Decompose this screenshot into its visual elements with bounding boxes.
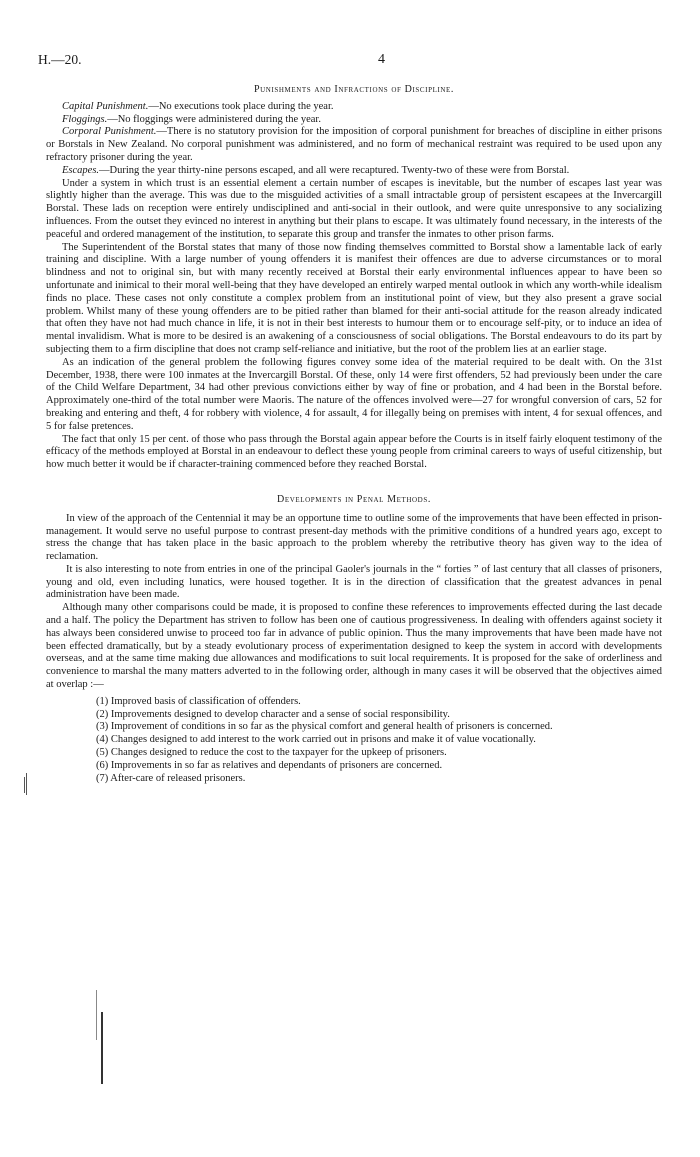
paragraph-efficacy: The fact that only 15 per cent. of those who pass through the Borstal again appear before the Courts is in itself fairly eloquent testimony of the efficacy of the methods employed at Borstal in an endeavour to deflect these young people from criminal careers to ways of useful citizenship, but how much better it would be if character-training commenced before they reached Borstal.: [46, 433, 662, 471]
page-number: 4: [378, 52, 385, 67]
capital-punishment-lead: Capital Punishment.: [62, 100, 149, 112]
list-item: (5) Changes designed to reduce the cost to the taxpayer for the upkeep of prisoners.: [96, 747, 447, 759]
escapes-text: —During the year thirty-nine persons escaped, and all were recaptured. Twenty-two of these were from Borstal.: [99, 164, 570, 176]
paragraph-comparisons: Although many other comparisons could be made, it is proposed to confine these references to improvements effected during the last decade and a half. The policy the Department has striven to follow has been one of cautious progressiveness. In dealing with offenders against society it has always been considered unwise to proceed too far in advance of public opinion. Thus the many improvements that have been made have not been effected dramatically, but by a steady evolutionary process of experimentation designed to keep the system in accord with developments overseas, and at the same time making due allowances and modifications to suit local requirements. It is proposed for the sake of orderliness and convenience to marshal the many matters adverted to in the following order, although in many cases it will be observed that the objectives aimed at overlap :—: [46, 602, 662, 691]
margin-mark: [26, 773, 27, 795]
list-item: (4) Changes designed to add interest to the work carried out in prisons and make it of value vocationally.: [96, 734, 536, 746]
page-content: [46, 84, 662, 785]
list-item: (2) Improvements designed to develop character and a sense of social responsibility.: [96, 708, 450, 720]
paragraph-centennial: In view of the approach of the Centennial it may be an opportune time to outline some of the improvements that have been effected in prison-management. It would serve no useful purpose to contrast present-day methods with the primitive conditions of a hundred years ago, except to stress the change that has taken place in the basic approach to the problem whereby the retributive theory has given way to the idea of reclamation.: [46, 512, 662, 563]
paragraph-gaoler-journals: It is also interesting to note from entries in one of the principal Gaoler's journals in the “ forties ” of last century that all classes of prisoners, young and old, even including lunatics, were housed together. It is in the direction of classification that the greatest advances in penal administration have been made.: [46, 563, 662, 601]
margin-mark: [24, 777, 25, 793]
paragraph-floggings: [46, 114, 662, 127]
section-heading-developments: Developments in Penal Methods.: [277, 493, 431, 505]
list-item: (3) Improvement of conditions in so far as the physical comfort and general health of prisoners is concerned.: [96, 721, 553, 733]
capital-punishment-text: —No executions took place during the year.: [148, 100, 334, 112]
paragraph-corporal-punishment: [46, 126, 662, 164]
margin-mark: [101, 1012, 103, 1084]
list-item: (1) Improved basis of classification of offenders.: [96, 695, 301, 707]
paragraph-superintendent: The Superintendent of the Borstal states that many of those now finding themselves committed to Borstal show a lamentable lack of early training and discipline. With a large number of young offenders it is manifest their offences are due to adverse circumstances or to moral blindness and not to original sin, but with many recently received at Borstal their early environmental influences appear to have been so unfortunate and inimical to their moral well-being that they have developed an entirely warped mental outlook in which any worth-while idealism finds no place. These cases not only constitute a complex problem from an institutional point of view, but they also present a grave social problem. Whilst many of these young offenders are to be pitied rather than blamed for their anti-social attitude for the reason already indicated that often they have not had much chance in life, it is not in their best interests to humour them or to encourage self-pity, or to induce an idea of mental invalidism. What is more to be desired is an awakening of a consciousness of social obligations. The Borstal endeavours to do its part by subjecting them to a firm discipline that does not cramp self-reliance and initiative, but the root of the problem lies at an earlier stage.: [46, 241, 662, 355]
paragraph-inmate-figures: As an indication of the general problem the following figures convey some idea of the material required to be dealt with. On the 31st December, 1938, there were 100 inmates at the Invercargill Borstal. Of these, only 14 were first offenders, 52 had previously been under the care of the Child Welfare Department, 34 had other previous convictions either by way of fine or probation, and 4 had been in the Borstal before. Approximately one-third of the total number were Maoris. The nature of the offences involved were—27 for wrongful conversion of cars, 52 for breaking and entering and theft, 4 for robbery with violence, 4 for assault, 4 for illegally being on premises with intent, 4 for sexual offences, and 5 for false pretences.: [46, 356, 662, 432]
paragraph-escapes: [46, 165, 662, 178]
list-item: (6) Improvements in so far as relatives and dependants of prisoners are concerned.: [96, 759, 443, 771]
list-item: (7) After-care of released prisoners.: [96, 772, 246, 784]
document-reference: H.—20.: [38, 52, 82, 67]
page-header: [38, 52, 662, 72]
margin-mark: [96, 990, 97, 1040]
paragraph-capital-punishment: [46, 101, 662, 114]
escapes-lead: Escapes.: [62, 164, 100, 176]
improvements-list: [96, 696, 662, 786]
paragraph-trust-system: Under a system in which trust is an essential element a certain number of escapes is inevitable, but the number of escapes last year was slightly higher than the average. This was due to the misguided activities of a small intractable group of persistent escapees at the Invercargill Borstal. These lads on reception were entirely undisciplined and anti-social in their outlook, and were quite unresponsive to any socializing influences. From the outset they evinced no interest in anything but their plans to escape. It was ultimately found necessary, in the interests of the peaceful and ordered management of the institution, to separate this group and transfer the inmates to other prison farms.: [46, 177, 662, 240]
floggings-lead: Floggings.: [62, 113, 108, 125]
section-heading-punishments: Punishments and Infractions of Discipline.: [253, 84, 455, 95]
floggings-text: —No floggings were administered during the year.: [107, 113, 321, 125]
corporal-punishment-text: —There is no statutory provision for the imposition of corporal punishment for breaches of discipline in either prisons or Borstals in New Zealand. No corporal punishment was administered, and no form of mechanical restraint was required to be used upon any refractory prisoner during the year.: [46, 126, 663, 163]
corporal-punishment-lead: Corporal Punishment.: [62, 126, 157, 138]
